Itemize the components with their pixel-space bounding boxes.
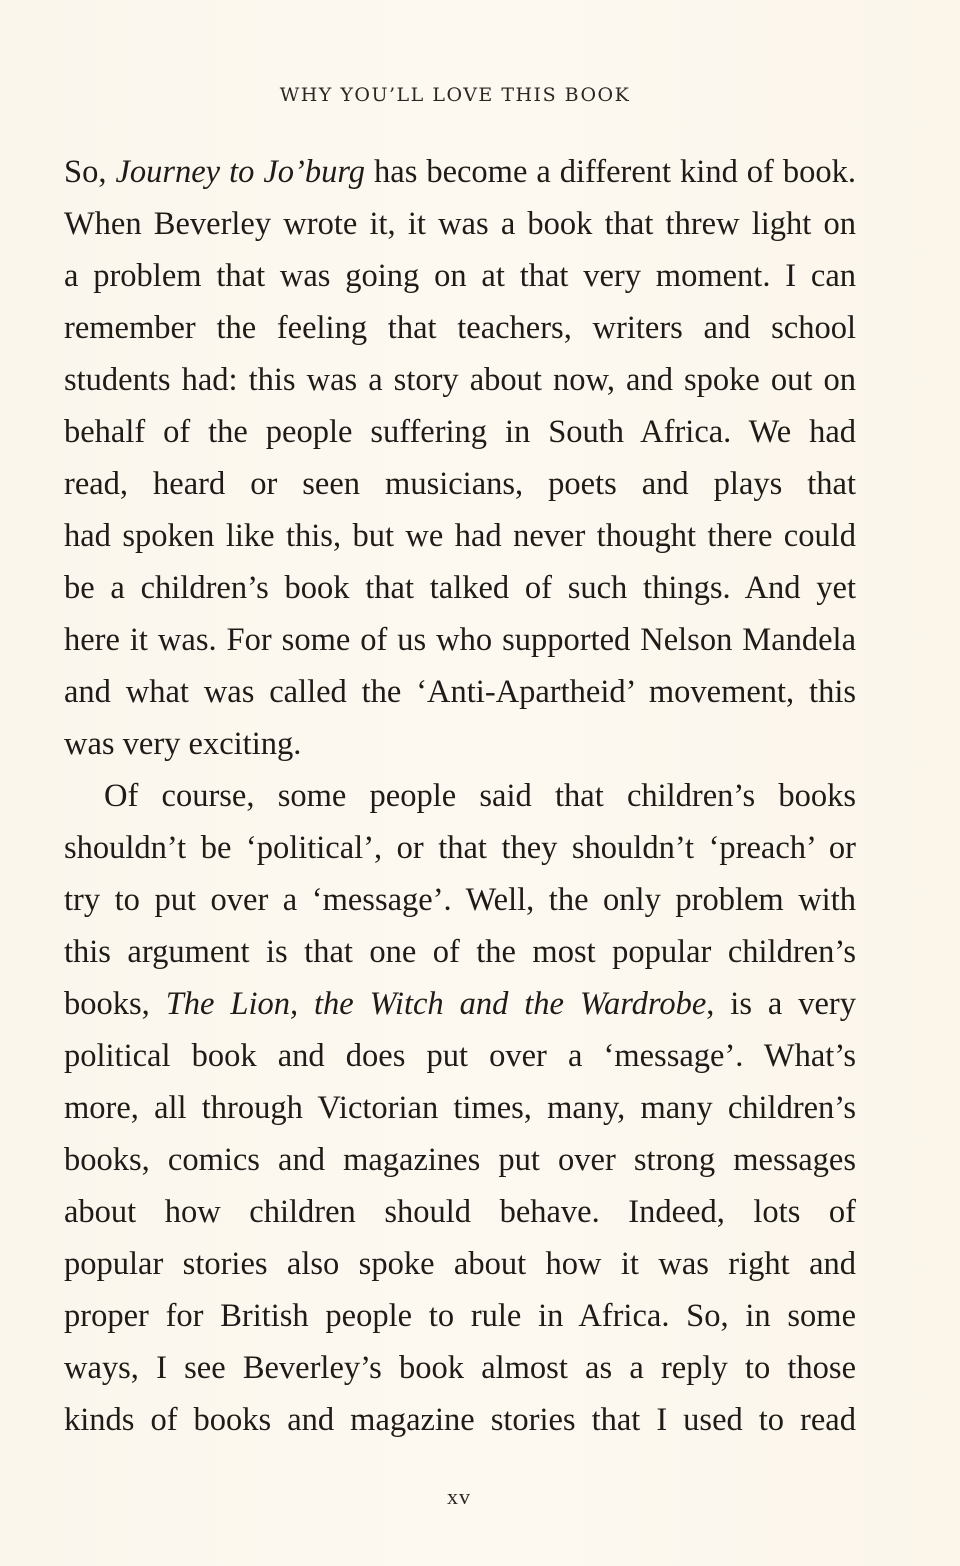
text-run: popular stories also spoke about how it was right and: [64, 1246, 856, 1282]
text-line: [64, 562, 856, 614]
text-run: kinds of books and magazine stories that I used to read: [64, 1402, 856, 1438]
text-run: try to put over a ‘message’. Well, the only problem with: [64, 882, 856, 918]
text-run: political book and does put over a ‘message’. What’s: [64, 1038, 856, 1074]
text-line: [64, 1238, 856, 1290]
italic-title: The Lion, the Witch and the Wardrobe: [165, 986, 707, 1022]
text-run: proper for British people to rule in Africa. So, in some: [64, 1298, 856, 1334]
text-line: [64, 614, 856, 666]
text-line: [64, 1030, 856, 1082]
text-line: [64, 1186, 856, 1238]
text-run: So,: [64, 154, 116, 190]
text-run: ways, I see Beverley’s book almost as a reply to those: [64, 1350, 856, 1386]
text-run: had spoken like this, but we had never thought there could: [64, 518, 856, 554]
page-number: xv: [447, 1484, 471, 1509]
text-run: this argument is that one of the most popular children’s: [64, 934, 856, 970]
text-run: was very exciting.: [64, 726, 302, 762]
text-run: be a children’s book that talked of such things. And yet: [64, 570, 856, 606]
text-run: about how children should behave. Indeed, lots of: [64, 1194, 856, 1230]
text-line: [64, 666, 856, 718]
text-run: Of course, some people said that children’s books: [104, 778, 856, 814]
text-line: [64, 1082, 856, 1134]
text-run: read, heard or seen musicians, poets and plays that: [64, 466, 856, 502]
text-run: When Beverley wrote it, it was a book that threw light on: [64, 206, 856, 242]
text-line: [64, 874, 856, 926]
text-run: here it was. For some of us who supported Nelson Mandela: [64, 622, 856, 658]
text-line: [64, 302, 856, 354]
text-line: [64, 718, 856, 770]
text-line: [64, 1342, 856, 1394]
text-line: [64, 146, 856, 198]
text-run: more, all through Victorian times, many, many children’s: [64, 1090, 856, 1126]
text-line: [64, 978, 856, 1030]
body-text: [64, 146, 856, 1446]
text-run: has become a different kind of book.: [365, 154, 856, 190]
text-line: [64, 510, 856, 562]
text-line: [64, 1134, 856, 1186]
text-line: [64, 354, 856, 406]
text-run: shouldn’t be ‘political’, or that they shouldn’t ‘preach’ or: [64, 830, 856, 866]
italic-title: Journey to Jo’burg: [115, 154, 366, 190]
text-run: , is a very: [706, 986, 856, 1022]
text-line: [64, 458, 856, 510]
text-line: [64, 926, 856, 978]
text-line: [64, 822, 856, 874]
text-line: [64, 770, 856, 822]
text-line: [64, 1290, 856, 1342]
text-run: remember the feeling that teachers, writers and school: [64, 310, 856, 346]
text-line: [64, 250, 856, 302]
text-line: [64, 406, 856, 458]
text-run: books,: [64, 986, 166, 1022]
text-run: a problem that was going on at that very moment. I can: [64, 258, 856, 294]
running-head: WHY YOU’LL LOVE THIS BOOK: [279, 84, 631, 106]
text-run: and what was called the ‘Anti-Apartheid’ movement, this: [64, 674, 856, 710]
text-line: [64, 198, 856, 250]
text-line: [64, 1394, 856, 1446]
text-run: books, comics and magazines put over strong messages: [64, 1142, 856, 1178]
text-run: students had: this was a story about now, and spoke out on: [64, 362, 856, 398]
text-run: behalf of the people suffering in South Africa. We had: [64, 414, 856, 450]
